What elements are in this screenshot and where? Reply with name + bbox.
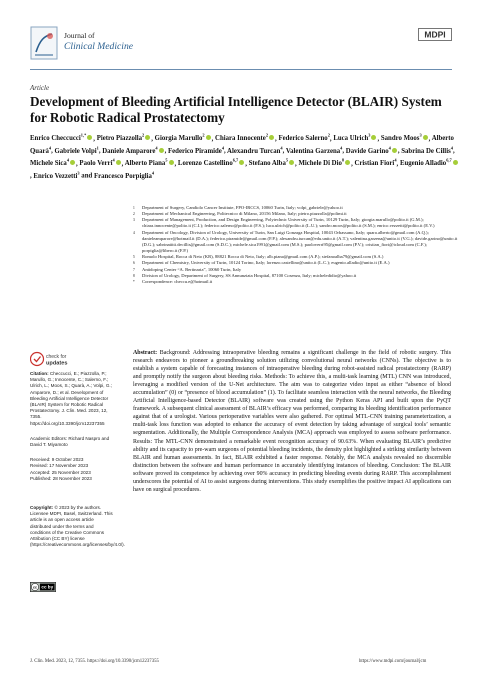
author-affiliation-mark: 2 [202, 133, 205, 138]
author-affiliation-mark: 4 [66, 157, 70, 163]
affiliation-text: Correspondence: checcu.e@hotmail.it [142, 278, 213, 284]
author [54, 145, 99, 155]
author [79, 157, 121, 168]
author [278, 135, 329, 142]
date-published: Published: 28 November 2023 [30, 475, 92, 481]
affiliation-text: Division of Urology, Department of Surgery, SS Annunziata Hospital, 87100 Cosenza, Italy; micheledidio@yahoo.it [142, 272, 357, 278]
author-name: Giorgia Marullo [154, 135, 203, 143]
author-name: Cristian Fiori [354, 160, 395, 168]
affiliation-number: 6 [133, 261, 135, 266]
author [93, 170, 155, 180]
author [401, 145, 453, 155]
author-name: Francesco Porpiglia [93, 172, 152, 180]
affiliation-list [133, 205, 463, 285]
orcid-icon[interactable] [206, 135, 211, 140]
license-badge-text: cc by [41, 584, 54, 590]
affiliation-item [133, 217, 463, 229]
abstract-text: Background: Addressing intraoperative bleeding remains a significant challenge in the field of robotic surgery. This research endeavors to pioneer a groundbreaking solution utilizing convolutional neural networks (CNNs). The objective is to establish a system capable of forecasting instances of intraoperative bleeding during robot-assisted radical prostatectomy (RARP) and promptly notify the surgeon about bleeding risks. Methods: To achieve this, a multi-task learning (MTL) CNN was introduced, leveraging a modified version of the U-Net architecture. The aim was to categorize video input as either “absence of blood accumulation” (0) or “presence of blood accumulation” (1). To facilitate seamless interaction with the neural networks, the Bleeding Artificial Intelligence-based Detector (BLAIR) software was created using the Python Keras API and built upon the PyQT framework. A subsequent clinical assessment of BLAIR’s efficacy was performed, comparing its bleeding identification performance against that of a urologist. Various perioperative variables were also gathered. For optimal MTL-CNN training parameterization, a multi-task loss function was adopted to enhance the accuracy of event detection by taking advantage of surgical tools’ semantic segmentation. Additionally, the Multiple Correspondence Analysis (MCA) approach was employed to assess software performance. Results: The MTL-CNN demonstrated a remarkable event recognition accuracy of 90.63%. When evaluating BLAIR’s predictive ability and its capacity to pre-warn surgeons of potential bleeding incidents, the density plot highlighted a striking similarity between BLAIR and human assessments. In fact, BLAIR exhibited a faster response. Notably, the MCA analysis revealed no discernible distinction between the software and human performance in accurately identifying instances of bleeding. Conclusion: The BLAIR software proved its competence by achieving over 90% accuracy in predicting bleeding events during RARP. This accomplishment underscores the potential of AI to assist surgeons during interventions. This study exemplifies the positive impact AI applications can have on surgical procedures. [133, 350, 452, 493]
author-list: Enrico Checcucci$^{1,*}$ , Pietro Piazzolla$^2$ , Giorgia Marullo$^2$ , Chiara Innocente$^2$ , Federico Salerno$^2$, Luca Ulrich$^3$ , Sandro Moos$^3$ , Alberto Quarà$^4$, Gabriele Volpi$^1$, Daniele Amparore$^4$ , Federico Piramide$^4$, Alexandru Turcan$^4$, Valentina Garzena$^4$, Davide Garino$^4$ , Sabrina De Cillis$^4$, Michele Sica$^4$ , Paolo Verri$^4$ , Alberto Piana$^5$ , Lorenzo Castellino$^{6,7}$ , Stefano Alba$^5$ , Michele Di Dio$^8$ , Cristian Fiori$^4$, Eugenio Alladio$^{6,7}$, Enrico Vezzetti$^3$ and Francesco Porpiglia$^4$ [30, 131, 460, 181]
copyright-label: Copyright: [30, 505, 54, 511]
citation-label: Citation: [30, 371, 49, 376]
affiliation-number: 8 [133, 273, 135, 278]
orcid-icon[interactable] [239, 160, 244, 165]
author [381, 135, 429, 142]
author-name: Lorenzo Castellino [177, 160, 233, 168]
dates-block [30, 457, 114, 482]
author-affiliation-mark: 4 [450, 145, 453, 151]
author [168, 145, 225, 155]
journal-logo-icon [30, 26, 58, 60]
copyright-text: © 2023 by the authors. Licensee MDPI, Basel, Switzerland. This article is an open access article distributed under the terms and conditions of the Creative Commons Attribution (CC BY) license (https://creativecommons.org/licenses/by/4.0/). [30, 505, 125, 548]
affiliation-number: 2 [133, 212, 135, 217]
orcid-icon[interactable] [289, 160, 294, 165]
author-name: Gabriele Volpi [54, 147, 97, 155]
author-name: Federico Piramide [168, 147, 222, 155]
check-updates-line1: check for [46, 354, 67, 360]
author [30, 157, 76, 168]
mdpi-logo-icon[interactable] [418, 28, 452, 41]
author [298, 157, 351, 168]
author-affiliation-mark: 6,7 [446, 157, 452, 163]
footer-citation[interactable]: J. Clin. Med. 2023, 12, 7355. https://doi.org/10.3390/jcm12237355 [30, 659, 159, 664]
affiliation-number: 5 [133, 255, 135, 260]
author [333, 135, 377, 142]
orcid-icon[interactable] [169, 160, 174, 165]
author [177, 157, 245, 168]
abstract-label: Abstract: [133, 350, 158, 356]
affiliation-text: Department of Mechanical Engineering, Politecnico di Milano, 20156 Milano, Italy; pietro.piazzolla@polimi.it [142, 211, 347, 217]
author [33, 170, 80, 180]
affiliation-number: 4 [133, 230, 135, 235]
author-affiliation-mark: 4 [151, 170, 155, 176]
author [30, 135, 93, 142]
orcid-icon[interactable] [345, 160, 350, 165]
author-name: Stefano Alba [248, 160, 286, 168]
article-title: Development of Bleeding Artificial Intelligence Detector (BLAIR) System for Robotic Radical Prostatectomy [30, 94, 442, 125]
footer-journal-url[interactable]: https://www.mdpi.com/journal/jcm [359, 659, 427, 664]
author-name: Chiara Innocente [215, 135, 266, 143]
author-affiliation-mark: 4 [112, 157, 115, 163]
author-name: Pietro Piazzolla [96, 135, 143, 143]
orcid-icon[interactable] [392, 148, 397, 153]
author-affiliation-mark: 4 [280, 145, 283, 151]
header-divider [30, 69, 452, 70]
author-affiliation-mark: 5 [285, 157, 289, 163]
author-affiliation-mark: 4 [340, 145, 343, 151]
author-affiliation-mark: 2 [327, 133, 330, 138]
abstract [133, 349, 451, 494]
publisher-logo-text: MDPI [424, 29, 446, 40]
svg-text:cc: cc [33, 585, 37, 590]
license-badge-spacer [30, 491, 114, 505]
author-name: Alberto Quarà [30, 135, 454, 155]
author-name: Michele Di Dio [298, 160, 342, 168]
affiliation-text: Department of Chemistry, University of Turin, 10124 Torino, Italy; lorenzo.castellino@unito.it (L.C.); eugenio.alladio@unito.it (E.A.) [142, 260, 390, 266]
date-accepted: Accepted: 25 November 2023 [30, 469, 91, 475]
author-affiliation-mark: 6,7 [232, 157, 239, 163]
author-name: Enrico Vezzetti [33, 172, 78, 180]
affiliation-number: 7 [133, 267, 135, 272]
author-affiliation-mark: 2 [265, 133, 269, 138]
author-name: Valentina Garzena [285, 147, 341, 155]
cc-by-license-icon[interactable] [30, 582, 56, 592]
date-revised: Revised: 17 November 2023 [30, 463, 89, 469]
author-affiliation-mark: 1 [96, 145, 99, 151]
check-updates-line2: updates [46, 360, 68, 367]
author [124, 157, 175, 168]
copyright-block [30, 505, 125, 548]
orcid-icon[interactable] [371, 135, 376, 140]
affiliation-number: * [133, 279, 135, 284]
orcid-icon[interactable] [116, 160, 121, 165]
author [248, 157, 295, 168]
author-affiliation-mark: 4 [394, 157, 397, 163]
author [227, 145, 283, 155]
author-name: Paolo Verri [79, 160, 113, 168]
left-sidebar [30, 371, 125, 557]
orcid-icon[interactable] [145, 135, 150, 140]
article-type: Article [30, 84, 50, 92]
affiliation-text: Department of Management, Production, and Design Engineering, Polytechnic University of Turin, 10129 Turin, Italy; giorgia.marullo@polito.it (G.M.); chiara.innocente@polito.it (C.I.); federico.salerno@polito.it (F.S.); luca.ulrich@polito.it (L.U.); sandro.moos@polito.it (S.M.); enrico.vezzetti@polito.it (E.V.) [142, 217, 435, 229]
author-name: Federico Salerno [278, 135, 328, 143]
author-affiliation-mark: 2 [142, 133, 145, 138]
orcid-icon[interactable] [159, 148, 164, 153]
author-name: Eugenio Alladio [399, 160, 447, 168]
check-for-updates-icon[interactable] [30, 350, 76, 368]
author-name: Luca Ulrich [333, 135, 369, 143]
author [354, 157, 397, 168]
orcid-icon[interactable] [269, 135, 274, 140]
affiliation-text: Romolo Hospital, Rocca di Neto (KR), 88821 Rocca di Neto, Italy; alb.piana@gmail.com (A.P.); stefanoalba79@gmail.com (S.A.) [142, 254, 384, 260]
author-name: Sandro Moos [380, 135, 420, 143]
author [215, 135, 275, 142]
editors-text: Richard Naspro and David T. Miyamoto [30, 435, 110, 448]
journal-name-line2: Clinical Medicine [64, 41, 134, 52]
author-affiliation-mark: 4 [221, 145, 225, 151]
author-affiliation-mark: 4 [155, 145, 158, 151]
affiliation-text: Department of Surgery, Candiolo Cancer Institute, FPO-IRCCS, 10060 Turin, Italy; volpi_gabriele@yahoo.it [142, 205, 343, 210]
author-affiliation-mark: 8 [341, 157, 345, 163]
editors-label: Academic Editors: [30, 435, 68, 441]
author-name: Michele Sica [30, 160, 67, 168]
affiliation-item [133, 279, 463, 285]
orcid-icon[interactable] [453, 160, 458, 165]
date-received: Received: 9 October 2023 [30, 457, 84, 463]
affiliation-number: 1 [133, 206, 135, 210]
editors-block [30, 436, 114, 448]
author-affiliation-mark: 5 [165, 157, 168, 163]
citation-block [30, 371, 114, 427]
author-name: Daniele Amparore [102, 147, 156, 155]
author-name: Davide Garino [345, 147, 389, 155]
author [155, 135, 212, 142]
orcid-icon[interactable] [70, 160, 75, 165]
author-affiliation-mark: 4 [48, 145, 52, 151]
author-affiliation-mark: 3 [419, 133, 422, 138]
author-affiliation-mark: 3 [77, 170, 80, 176]
author-name: Alberto Piana [124, 160, 166, 168]
author-affiliation-mark: 3 [368, 133, 371, 138]
author-affiliation-mark: 4 [388, 145, 391, 151]
author [399, 157, 459, 168]
author [102, 145, 164, 155]
orcid-icon[interactable] [423, 135, 428, 140]
orcid-icon[interactable] [87, 135, 92, 140]
author [285, 145, 343, 155]
author-name: Alexandru Turcan [227, 147, 281, 155]
journal-name-line1: Journal of [64, 31, 95, 40]
affiliation-text: Department of Oncology, Division of Urology, University of Turin, San Luigi Gonzaga Hospital, 10043 Orbassano, Italy; quara.alberto@gmail.com (A.Q.); danieleamparore@hotmail.it (D.A.); federico.piramide@gmail.com (F.P.); alexandru.turcan@edu.unito.it (A.T.); valentina.garzena@unito.it (V.G.); davide.garino@unito.it (D.G.); sabrinatitti.decillis@gmail.com (S.D.C.); michele.sica1991@gmail.com (M.S.); paoloverri95@gmail.com (P.V.); cristian_fiori@icloud.com (C.F.); porpiglia@libero.it (F.P.) [142, 229, 458, 254]
author-affiliation-mark: 1,* [80, 133, 87, 138]
affiliation-text: Antidoping Center “A. Bertinaria”, 10060 Turin, Italy [142, 266, 242, 272]
author-name: Enrico Checcucci [30, 135, 81, 143]
affiliation-number: 3 [133, 218, 135, 223]
author [97, 135, 152, 142]
author [345, 145, 398, 155]
affiliation-item [133, 230, 463, 255]
citation-text: Checcucci, E.; Piazzolla, P.; Marullo, G.; Innocente, C.; Salerno, F.; Ulrich, L.; Moos, S.; Quarà, A.; Volpi, G.; Amparore, D.; et al. Development of Bleeding Artificial Intelligence Detector (BLAIR) System for Robotic Radical Prostatectomy. J. Clin. Med. 2023, 12, 7355. https://doi.org/10.3390/jcm12237355 [30, 371, 112, 426]
author-name: Sabrina De Cillis [401, 147, 451, 155]
